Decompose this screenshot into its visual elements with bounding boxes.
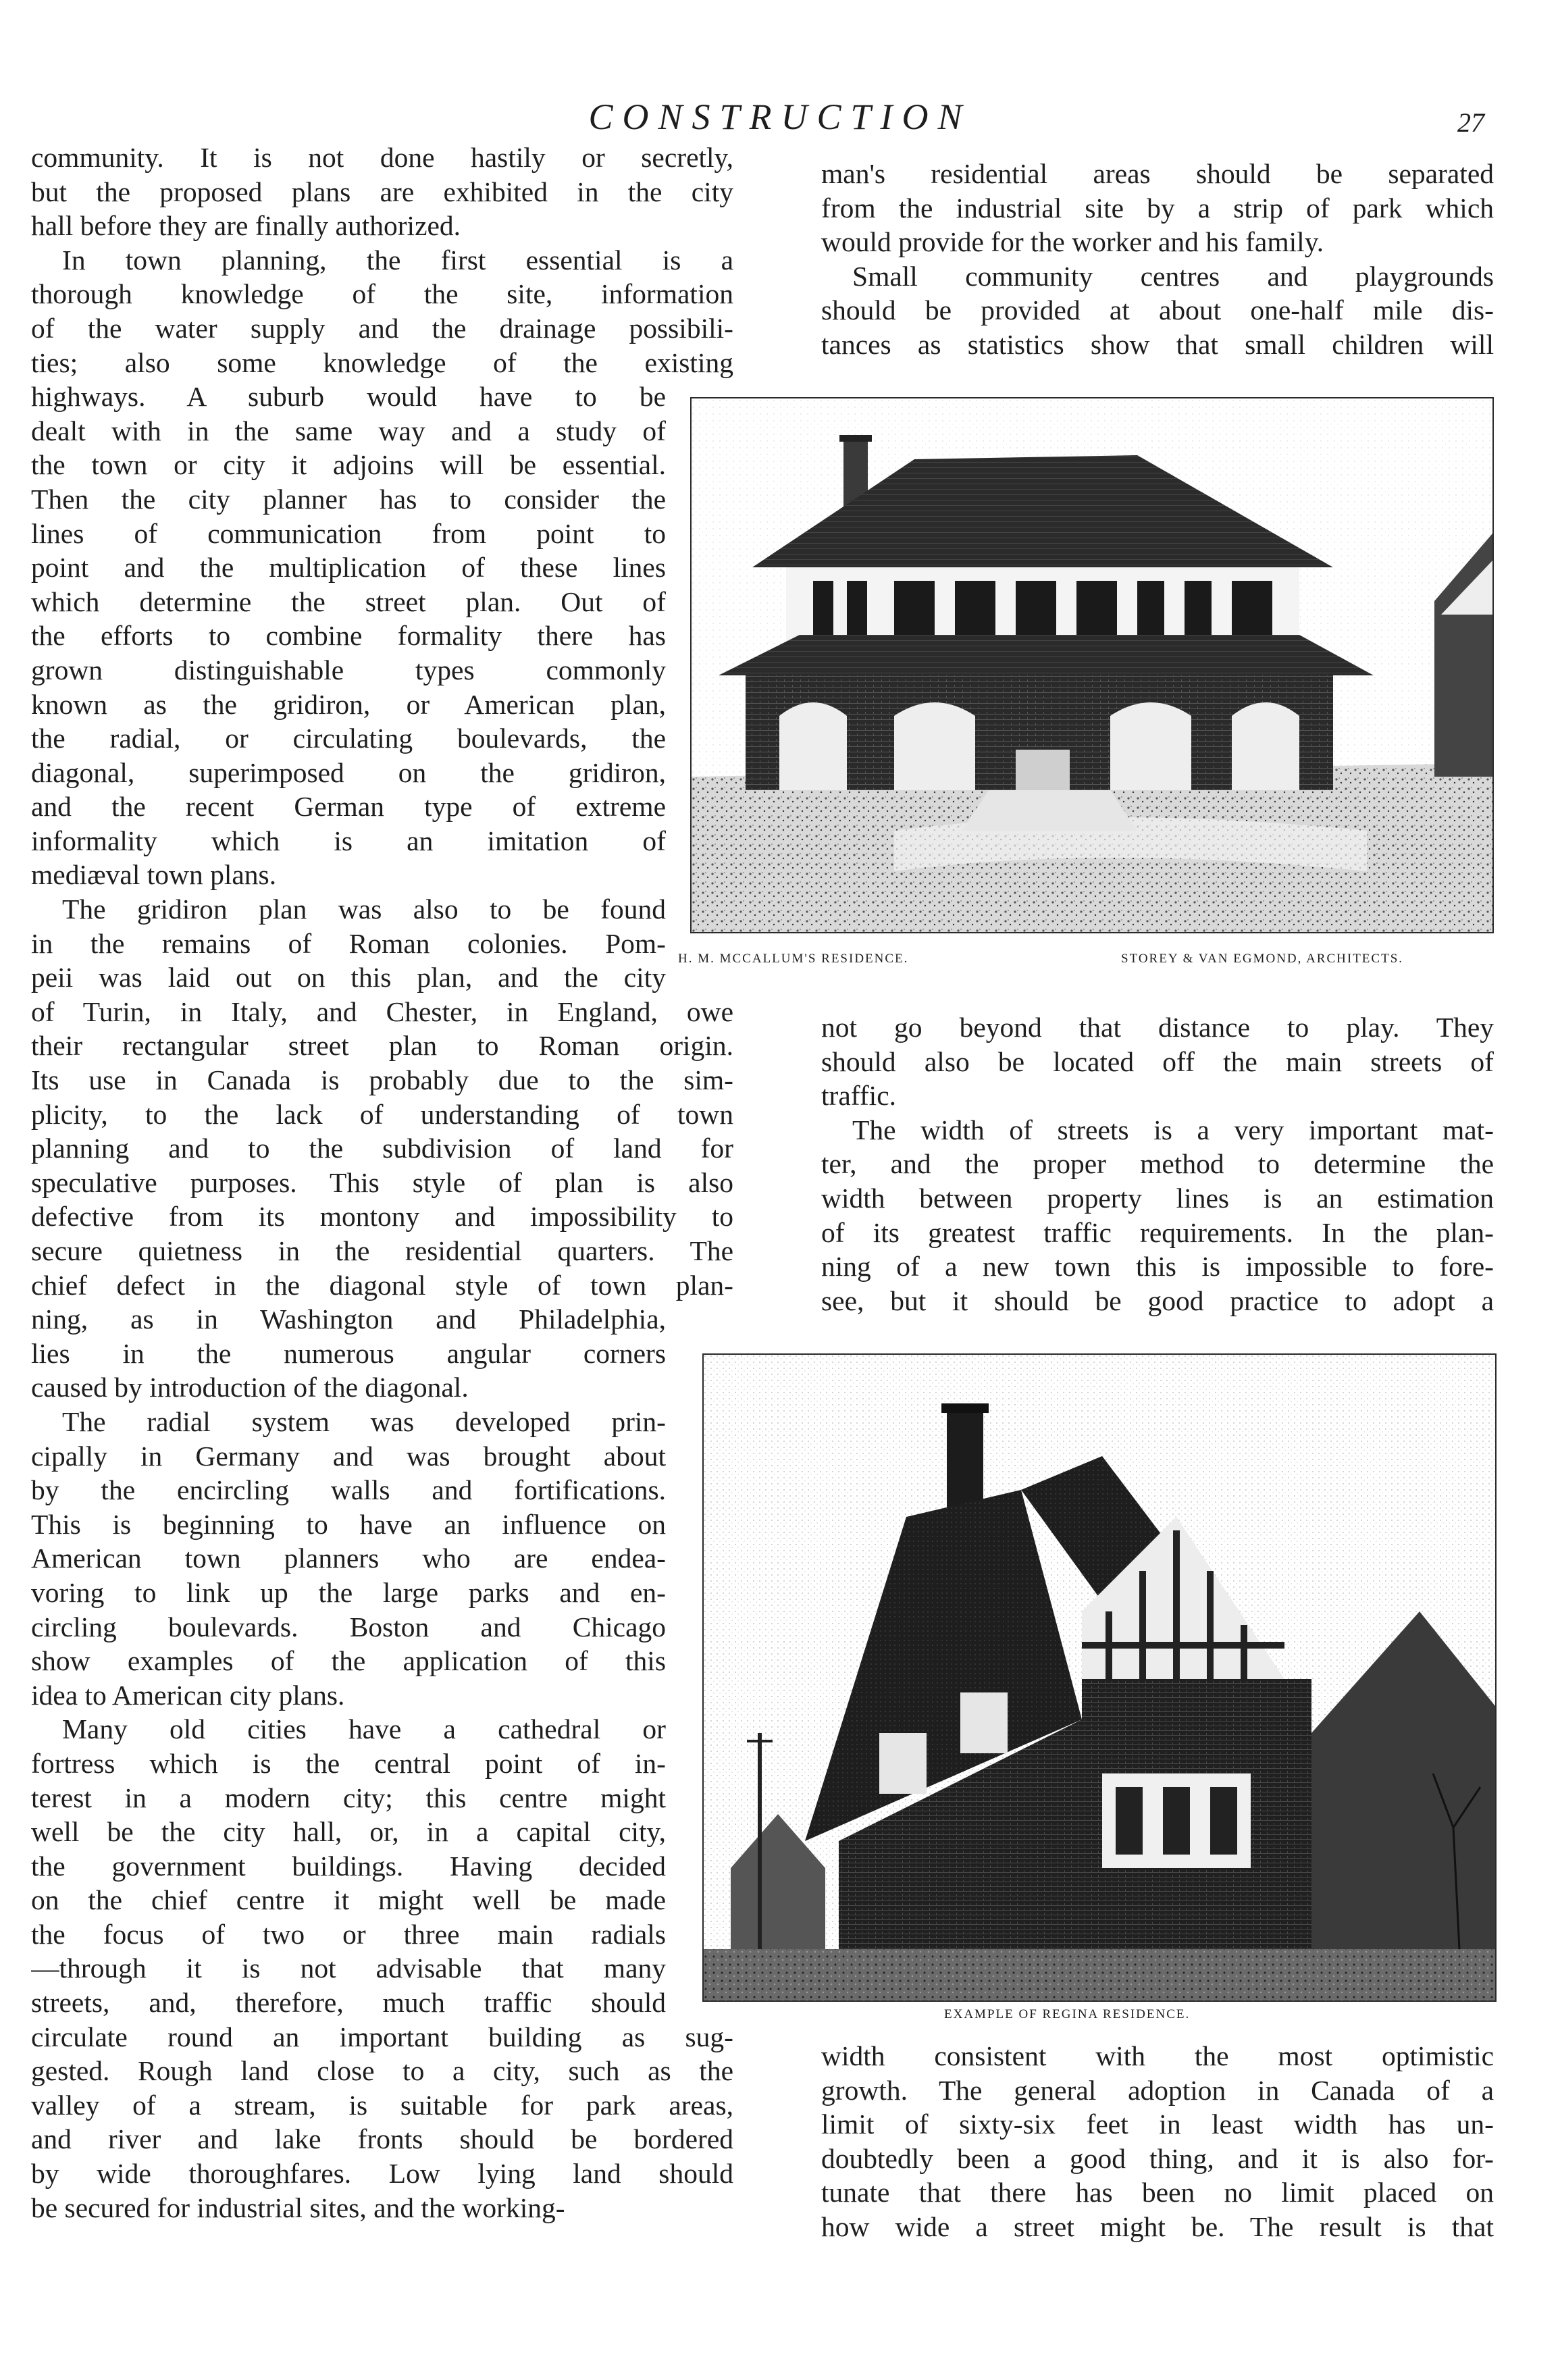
left-column-text bbox=[31, 140, 787, 2225]
text-line: The radial system was developed prin- bbox=[62, 1405, 666, 1437]
text-line: peii was laid out on this plan, and the city bbox=[31, 962, 666, 993]
text-line: thorough knowledge of the site, information bbox=[31, 278, 733, 310]
text-line: tunate that there has been no limit placed on bbox=[821, 2177, 1494, 2208]
text-line: ning of a new town this is impossible to fore- bbox=[821, 1251, 1494, 1283]
text-line: and the recent German type of extreme bbox=[31, 791, 666, 823]
text-line: circling boulevards. Boston and Chicago bbox=[31, 1611, 666, 1642]
text-line: This is beginning to have an influence on bbox=[31, 1508, 666, 1540]
text-line: —through it is not advisable that many bbox=[31, 1952, 666, 1984]
page-number: 27 bbox=[1457, 107, 1484, 138]
text-line: of the water supply and the drainage possibili- bbox=[31, 312, 733, 344]
text-line: width between property lines is an estimation bbox=[821, 1182, 1494, 1214]
text-line: plicity, to the lack of understanding of town bbox=[31, 1098, 733, 1130]
text-line: doubtedly been a good thing, and it is also for- bbox=[821, 2142, 1494, 2174]
text-line: from the industrial site by a strip of park which bbox=[821, 192, 1494, 224]
text-line: streets, and, therefore, much traffic should bbox=[31, 1987, 666, 2019]
text-line: limit of sixty-six feet in least width has un- bbox=[821, 2109, 1494, 2140]
text-line: on the chief centre it might well be made bbox=[31, 1884, 666, 1916]
text-line: the radial, or circulating boulevards, the bbox=[31, 723, 666, 754]
text-line: should also be located off the main streets of bbox=[821, 1045, 1494, 1077]
text-line: see, but it should be good practice to adopt a bbox=[821, 1285, 1494, 1316]
text-line: chief defect in the diagonal style of town plan- bbox=[31, 1269, 733, 1301]
text-line: Small community centres and playgrounds bbox=[852, 260, 1494, 292]
text-line: not go beyond that distance to play. They bbox=[821, 1012, 1494, 1043]
text-line: tances as statistics show that small children will bbox=[821, 328, 1494, 360]
text-line: the town or city it adjoins will be essential. bbox=[31, 449, 666, 481]
text-line: ties; also some knowledge of the existing bbox=[31, 346, 733, 378]
regina-residence-photo bbox=[702, 1353, 1497, 2002]
text-line: how wide a street might be. The result is that bbox=[821, 2210, 1494, 2242]
text-line: The gridiron plan was also to be found bbox=[62, 894, 666, 925]
text-line: idea to American city plans. bbox=[31, 1679, 345, 1711]
text-line: grown distinguishable types commonly bbox=[31, 654, 666, 685]
text-line: well be the city hall, or, in a capital city, bbox=[31, 1816, 666, 1848]
text-line: should be provided at about one-half mile dis- bbox=[821, 294, 1494, 326]
text-line: but the proposed plans are exhibited in the city bbox=[31, 176, 733, 207]
text-line: diagonal, superimposed on the gridiron, bbox=[31, 756, 666, 788]
text-line: the government buildings. Having decided bbox=[31, 1850, 666, 1882]
text-line: informality which is an imitation of bbox=[31, 825, 666, 856]
text-line: caused by introduction of the diagonal. bbox=[31, 1372, 469, 1403]
text-line: man's residential areas should be separated bbox=[821, 158, 1494, 189]
text-line: point and the multiplication of these lines bbox=[31, 552, 666, 584]
text-line: valley of a stream, is suitable for park areas, bbox=[31, 2089, 733, 2121]
text-line: lines of communication from point to bbox=[31, 517, 666, 549]
text-line: highways. A suburb would have to be bbox=[31, 381, 666, 413]
text-line: community. It is not done hastily or secretly, bbox=[31, 142, 733, 173]
text-line: be secured for industrial sites, and the working- bbox=[31, 2192, 565, 2223]
text-line: In town planning, the first essential is a bbox=[62, 244, 733, 276]
text-line: show examples of the application of this bbox=[31, 1645, 666, 1677]
text-line: their rectangular street plan to Roman origin. bbox=[31, 1030, 733, 1062]
text-line: mediæval town plans. bbox=[31, 859, 277, 891]
text-line: known as the gridiron, or American plan, bbox=[31, 688, 666, 720]
text-line: hall before they are finally authorized. bbox=[31, 210, 461, 242]
text-line: gested. Rough land close to a city, such as the bbox=[31, 2055, 733, 2087]
text-line: defective from its montony and impossibility to bbox=[31, 1201, 733, 1233]
regina-photo-caption: EXAMPLE OF REGINA RESIDENCE. bbox=[944, 2007, 1191, 2021]
text-line: planning and to the subdivision of land for bbox=[31, 1133, 733, 1164]
text-line: The width of streets is a very important mat- bbox=[852, 1114, 1494, 1145]
text-line: ning, as in Washington and Philadelphia, bbox=[31, 1303, 666, 1335]
text-line: of its greatest traffic requirements. In the plan- bbox=[821, 1216, 1494, 1248]
mccallum-photo-caption-architects: STOREY & VAN EGMOND, ARCHITECTS. bbox=[1121, 952, 1404, 966]
text-line: Many old cities have a cathedral or bbox=[62, 1713, 666, 1745]
text-line: Then the city planner has to consider the bbox=[31, 483, 666, 515]
text-line: would provide for the worker and his family. bbox=[821, 226, 1324, 258]
text-line: traffic. bbox=[821, 1080, 896, 1112]
text-line: which determine the street plan. Out of bbox=[31, 586, 666, 617]
text-line: voring to link up the large parks and en- bbox=[31, 1576, 666, 1608]
text-line: cipally in Germany and was brought about bbox=[31, 1440, 666, 1472]
text-line: the efforts to combine formality there has bbox=[31, 620, 666, 652]
text-line: in the remains of Roman colonies. Pom- bbox=[31, 927, 666, 959]
text-line: by the encircling walls and fortifications. bbox=[31, 1474, 666, 1506]
text-line: speculative purposes. This style of plan is also bbox=[31, 1166, 733, 1198]
text-line: by wide thoroughfares. Low lying land should bbox=[31, 2158, 733, 2190]
text-line: the focus of two or three main radials bbox=[31, 1918, 666, 1950]
right-column-text-bottom bbox=[821, 2039, 1494, 2244]
text-line: of Turin, in Italy, and Chester, in England, owe bbox=[31, 995, 733, 1027]
text-line: American town planners who are endea- bbox=[31, 1543, 666, 1574]
text-line: ter, and the proper method to determine the bbox=[821, 1148, 1494, 1180]
right-column-text-top bbox=[821, 157, 1494, 362]
text-line: Its use in Canada is probably due to the sim- bbox=[31, 1064, 733, 1096]
text-line: and river and lake fronts should be bordered bbox=[31, 2123, 733, 2155]
text-line: width consistent with the most optimistic bbox=[821, 2040, 1494, 2071]
text-line: terest in a modern city; this centre might bbox=[31, 1782, 666, 1813]
text-line: fortress which is the central point of in- bbox=[31, 1747, 666, 1779]
text-line: secure quietness in the residential quarters. The bbox=[31, 1235, 733, 1266]
mccallum-photo-caption-owner: H. M. MCCALLUM'S RESIDENCE. bbox=[678, 952, 909, 966]
text-line: dealt with in the same way and a study of bbox=[31, 415, 666, 446]
page-header-title: CONSTRUCTION bbox=[588, 97, 972, 137]
text-line: lies in the numerous angular corners bbox=[31, 1337, 666, 1369]
text-line: circulate round an important building as sug- bbox=[31, 2021, 733, 2052]
text-line: growth. The general adoption in Canada of a bbox=[821, 2074, 1494, 2106]
mccallum-residence-photo bbox=[690, 397, 1494, 933]
right-column-text-middle bbox=[821, 1010, 1494, 1318]
